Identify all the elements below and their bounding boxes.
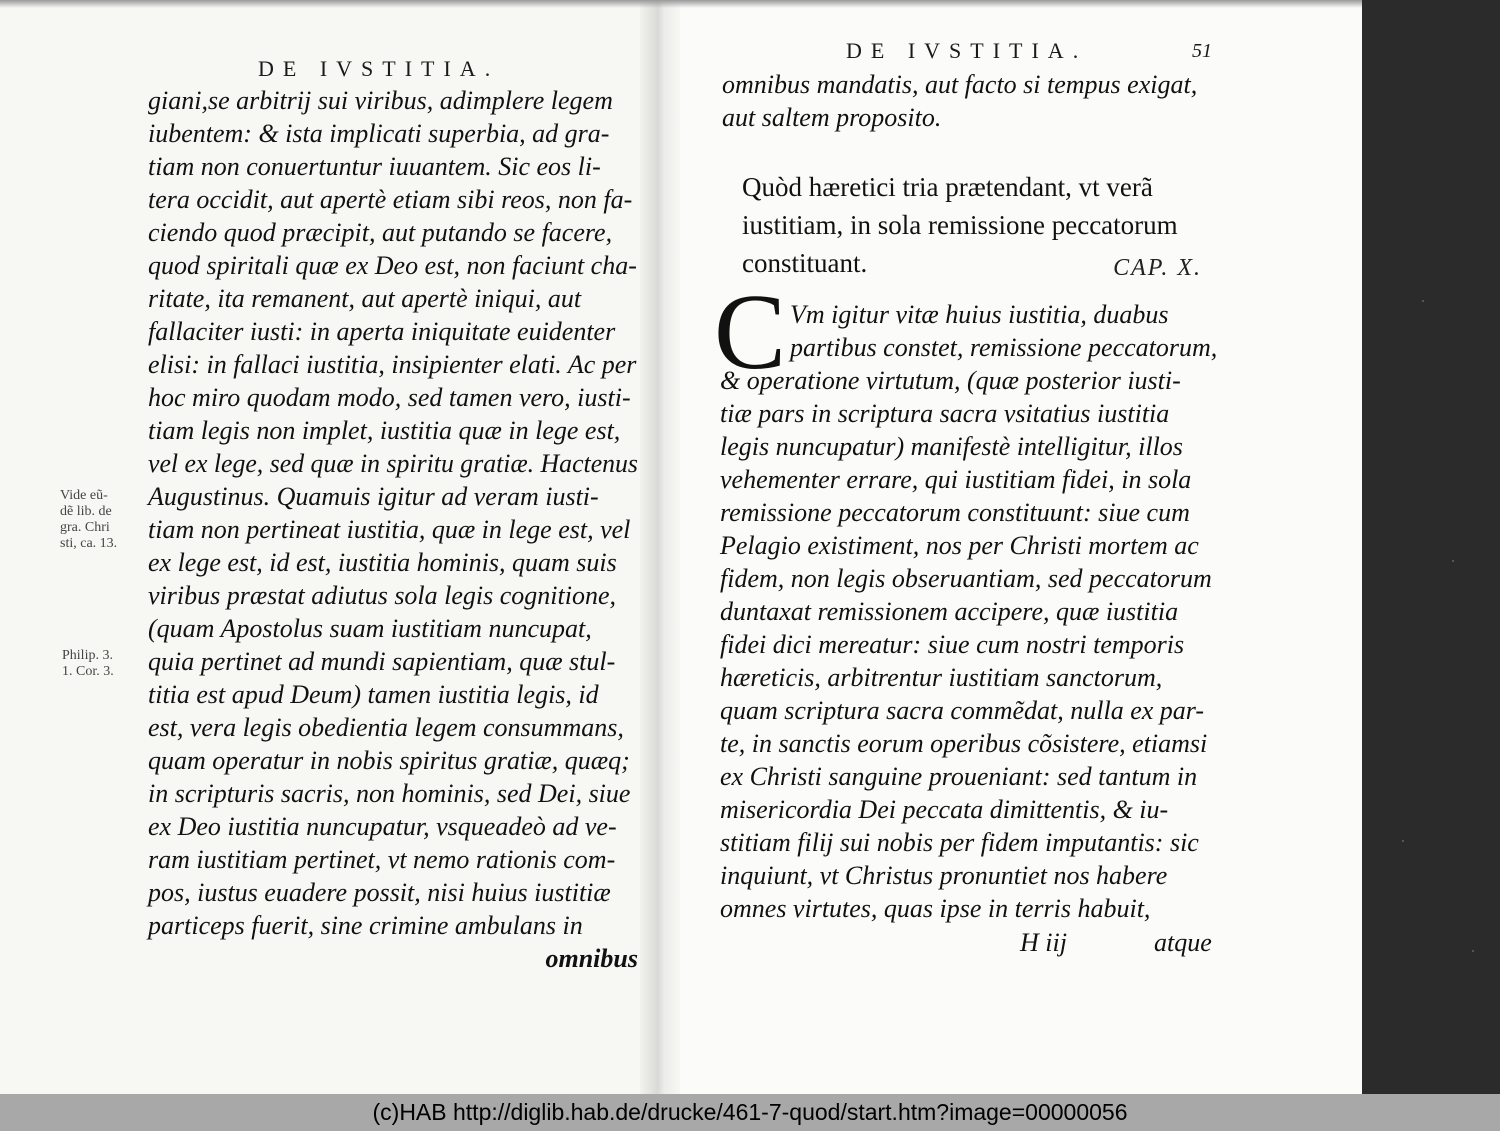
text-line: tera occidit, aut apertè etiam sibi reos, non fa- — [148, 185, 633, 214]
text-line: duntaxat remissionem accipere, quæ iustitia — [720, 597, 1179, 626]
chapter-heading-line: constituant. — [742, 248, 868, 278]
right-top-text — [722, 68, 1222, 134]
book-gutter — [640, 0, 680, 1094]
scan-dark-border — [1362, 0, 1500, 1094]
signature-mark: H iij — [1020, 928, 1067, 957]
margin-note-line: Vide eũ- — [60, 488, 108, 503]
text-line: inquiunt, vt Christus pronuntiet nos habere — [720, 861, 1168, 890]
text-line: Augustinus. Quamuis igitur ad veram iusti- — [148, 482, 599, 511]
text-line: partibus constet, remissione peccatorum, — [790, 333, 1218, 362]
chapter-label: CAP. X. — [1113, 255, 1202, 281]
text-line: in scripturis sacris, non hominis, sed Dei, siue — [148, 779, 631, 808]
text-line: hæreticis, arbitrentur iustitiam sanctorum, — [720, 663, 1163, 692]
text-line: ex Deo iustitia nuncupatur, vsqueadeò ad ve- — [148, 812, 617, 841]
margin-note-vide — [60, 488, 117, 552]
text-line: Vm igitur vitæ huius iustitia, duabus — [790, 300, 1169, 329]
text-line: (quam Apostolus suam iustitiam nuncupat, — [148, 614, 592, 643]
text-line: tiam non pertineat iustitia, quæ in lege est, vel — [148, 515, 631, 544]
text-line: est, vera legis obedientia legem consummans, — [148, 713, 624, 742]
text-line: te, in sanctis eorum operibus cõsistere, etiamsi — [720, 729, 1208, 758]
text-line: quia pertinet ad mundi sapientiam, quæ stul- — [148, 647, 616, 676]
text-line: ram iustitiam pertinet, vt nemo rationis com- — [148, 845, 616, 874]
text-line: quam scriptura sacra commẽdat, nulla ex par- — [720, 696, 1205, 725]
text-line: hoc miro quodam modo, sed tamen vero, iusti- — [148, 383, 631, 412]
text-line: ciendo quod præcipit, aut putando se facere, — [148, 218, 613, 247]
text-line: tiam legis non implet, iustitia quæ in lege est, — [148, 416, 621, 445]
text-line: giani,se arbitrij sui viribus, adimplere legem — [148, 86, 613, 115]
left-running-head: DE IVSTITIA. — [258, 56, 500, 81]
text-line: legis nuncupatur) manifestè intelligitur, illos — [720, 432, 1183, 461]
text-line: & operatione virtutum, (quæ posterior iusti- — [720, 366, 1181, 395]
catchword: atque — [1154, 928, 1212, 957]
chapter-heading — [742, 168, 1202, 282]
copyright-footer-text: (c)HAB http://diglib.hab.de/drucke/461-7-quod/start.htm?image=00000056 — [372, 1099, 1128, 1125]
margin-note-line: 1. Cor. 3. — [62, 664, 114, 679]
text-line: elisi: in fallaci iustitia, insipienter elati. Ac per — [148, 350, 637, 379]
text-line: viribus præstat adiutus sola legis cognitione, — [148, 581, 617, 610]
text-line: omnibus mandatis, aut facto si tempus exigat, — [722, 70, 1198, 99]
margin-note-line: Philip. 3. — [62, 648, 113, 663]
chapter-heading-line: iustitiam, in sola remissione peccatorum — [742, 210, 1178, 240]
text-line: vehementer errare, qui iustitiam fidei, in sola — [720, 465, 1192, 494]
text-line: ritate, ita remanent, aut apertè iniqui, aut — [148, 284, 582, 313]
page-number: 51 — [1192, 40, 1212, 62]
text-line: ex Christi sanguine proueniant: sed tantum in — [720, 762, 1198, 791]
copyright-footer-bar — [0, 1094, 1500, 1131]
margin-note-line: dẽ lib. de — [60, 504, 112, 519]
left-body-text — [148, 84, 638, 975]
text-line: ex lege est, id est, iustitia hominis, quam suis — [148, 548, 617, 577]
top-edge-shadow — [0, 0, 1362, 8]
right-running-head: DE IVSTITIA. — [846, 38, 1088, 63]
text-line: vel ex lege, sed quæ in spiritu gratiæ. Hactenus — [148, 449, 638, 478]
text-line: fidem, non legis obseruantiam, sed peccatorum — [720, 564, 1212, 593]
text-line: titia est apud Deum) tamen iustitia legis, id — [148, 680, 599, 709]
text-line: quod spiritali quæ ex Deo est, non faciunt cha- — [148, 251, 637, 280]
margin-note-line: sti, ca. 13. — [60, 536, 118, 551]
text-line: fidei dici mereatur: siue cum nostri temporis — [720, 630, 1185, 659]
text-line: iubentem: & ista implicati superbia, ad gra- — [148, 119, 610, 148]
text-line: misericordia Dei peccata dimittentis, & iu- — [720, 795, 1169, 824]
text-line: omnibus — [545, 944, 638, 973]
text-line: aut saltem proposito. — [722, 103, 942, 132]
chapter-heading-line: Quòd hæretici tria prætendant, vt verã — [742, 172, 1153, 202]
margin-note-philip — [62, 648, 114, 680]
text-line: Pelagio existiment, nos per Christi mortem ac — [720, 531, 1199, 560]
text-line: stitiam filij sui nobis per fidem imputantis: sic — [720, 828, 1199, 857]
text-line: remissione peccatorum constituunt: siue cum — [720, 498, 1190, 527]
text-line: tiæ pars in scriptura sacra vsitatius iustitia — [720, 399, 1170, 428]
text-line: omnes virtutes, quas ipse in terris habuit, — [720, 894, 1151, 923]
right-body-text — [720, 298, 1220, 925]
text-line: pos, iustus euadere possit, nisi huius iustitiæ — [148, 878, 611, 907]
text-line: tiam non conuertuntur iuuantem. Sic eos li- — [148, 152, 601, 181]
text-line: fallaciter iusti: in aperta iniquitate euidenter — [148, 317, 616, 346]
drop-cap-initial: C — [714, 273, 787, 392]
text-line: particeps fuerit, sine crimine ambulans in — [148, 911, 583, 940]
text-line: quam operatur in nobis spiritus gratiæ, quæq; — [148, 746, 630, 775]
margin-note-line: gra. Chri — [60, 520, 110, 535]
